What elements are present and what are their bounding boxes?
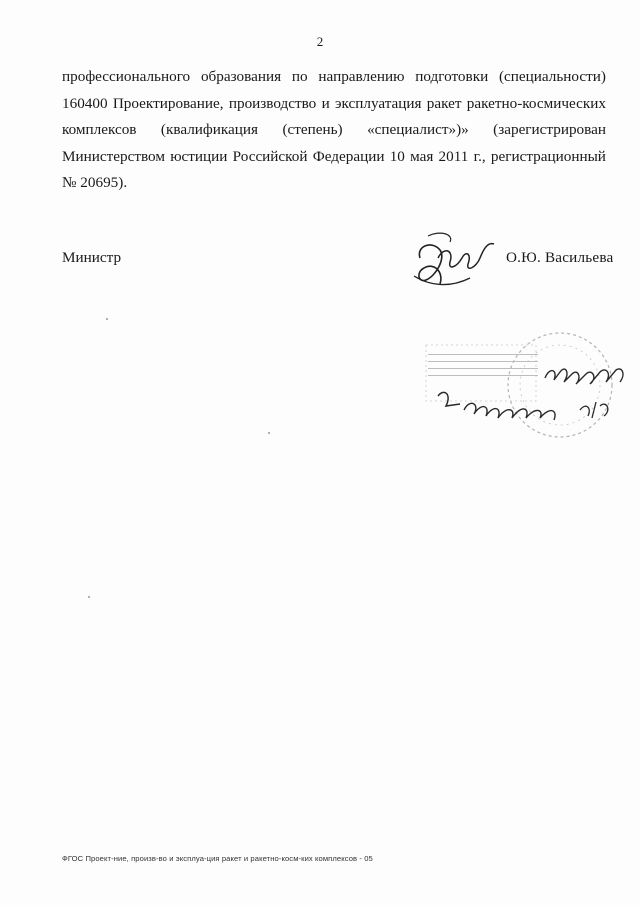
word: № 20695).: [62, 174, 128, 191]
word: ракетно-космических: [466, 94, 606, 112]
word: регистрационный: [490, 147, 606, 165]
word: юстиции: [170, 147, 228, 165]
word: 160400: [62, 94, 108, 112]
body-line-3: [62, 117, 606, 144]
scan-speck: [106, 318, 108, 320]
body-line-2: [62, 91, 606, 118]
scan-speck: [268, 432, 270, 434]
word: Российской: [232, 147, 308, 165]
word: направлению: [318, 68, 405, 85]
footer-file-reference: ФГОС Проект-ние, произв-во и эксплуа-ция ракет и ракетно-косм-ких комплексов - 05: [62, 854, 373, 863]
word: Министерством: [62, 147, 165, 165]
word: образования: [200, 68, 282, 85]
stamp-handwriting: [430, 360, 630, 440]
word: эксплуатация: [334, 94, 422, 112]
word: 2011: [438, 147, 469, 165]
word: Проектирование,: [112, 94, 224, 112]
word: г.,: [473, 147, 486, 165]
word: Федерации: [312, 147, 385, 165]
scan-speck: [88, 596, 90, 598]
body-paragraph: [62, 64, 606, 197]
body-line-5: [62, 170, 606, 197]
body-line-4: [62, 144, 606, 171]
word: «специалист»)»: [367, 121, 469, 138]
page-number: 2: [316, 34, 324, 49]
word: мая: [410, 147, 434, 165]
word: (степень): [282, 121, 343, 138]
signatory-position: Министр: [62, 249, 122, 266]
word: профессионального: [62, 68, 191, 85]
word: комплексов: [62, 121, 137, 138]
word: (специальности): [499, 68, 606, 85]
word: и: [321, 94, 330, 112]
word: производство: [228, 94, 317, 112]
word: по: [291, 68, 308, 85]
word: 10: [389, 147, 405, 165]
word: (зарегистрирован: [493, 121, 606, 138]
word: (квалификация: [160, 121, 259, 138]
word: подготовки: [415, 68, 489, 85]
word: ракет: [426, 94, 462, 112]
body-line-1: [62, 64, 606, 91]
signatory-name: О.Ю. Васильева: [506, 249, 614, 266]
handwritten-signature: [410, 228, 500, 300]
